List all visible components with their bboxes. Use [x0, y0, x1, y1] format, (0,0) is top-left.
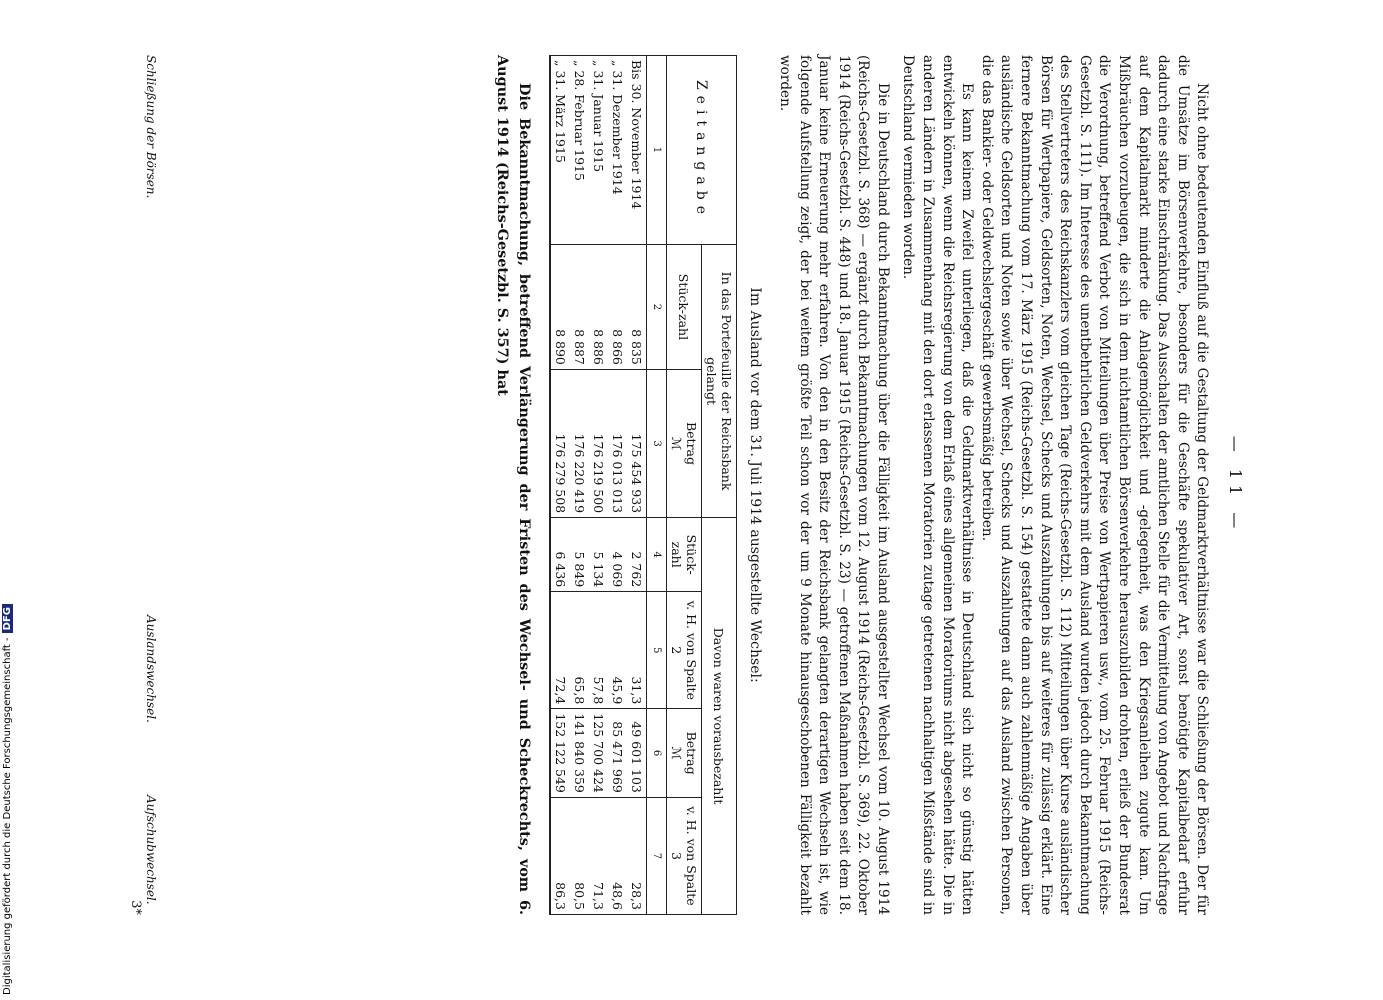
table-row: „ 31. März 1915 8 890 176 279 508 6 436 72,4 152 122 549 86,3	[550, 56, 570, 915]
col-header-vh-spalte2: v. H. von Spalte 2	[666, 592, 701, 709]
col-header-betrag-3: Betrag ℳ	[666, 369, 701, 517]
group-header-davon: Davon waren vorausbezahlt	[701, 518, 736, 915]
col-header-stueckzahl-2: Stück-zahl	[666, 244, 701, 369]
table-title: Im Ausland vor dem 31. Juli 1914 ausgestellte Wechsel:	[747, 287, 764, 683]
signature-mark: 3*	[128, 900, 143, 915]
column-number-row: 1 2 3 4 5 6 7	[646, 56, 666, 915]
paragraph-moratorium: Es kann keinem Zweifel unterliegen, daß die Geldmarktverhältnisse in Deutschland sich nicht so günstig hätten entwickeln können, wenn die Reichsregierung von dem Erlaß eines allgemeinen Moratoriums nicht abgesehen hätte. Die in anderen Ländern in Zusammenhang mit den dort erlassenen Moratorien zutage getretenen nachhaltigen Mißstände sind in Deutschland vermieden worden.	[900, 55, 976, 915]
paragraph-auslandswechsel: Die in Deutschland durch Bekanntmachung über die Fälligkeit im Ausland ausgestellter Wechsel vom 10. August 1914 (Reichs-Gesetzbl. S. 368) — ergänzt durch Bekanntmachungen vom 12. August 1914 (Reichs-Gesetzbl. S. 369), 22. Oktober 1914 (Reichs-Gesetzbl. S. 448) und 18. Januar 1915 (Reichs-Gesetzbl. S. 23) — getroffenen Maßnahmen haben seit dem 18. Januar keine Erneuerung mehr erfahren. Von den in den Besitz der Reichsbank gelangten derartigen Wechseln ist, wie folgende Aufstellung zeigt, der bei weitem größte Teil schon vor der um 9 Monate hinausgeschobenen Fälligkeit bezahlt worden.	[776, 55, 891, 915]
page-number: — 11 —	[1226, 435, 1245, 535]
col-header-zeitangabe: Zeitangabe	[666, 56, 736, 245]
table-row: „ 31. Dezember 1914 8 866 176 013 013 4 069 45,9 85 471 969 48,6	[608, 56, 627, 915]
paragraph-aufschub: Die Bekanntmachung, betreffend Verlängerung der Fristen des Wechsel- und Scheckrechts, vom 6. August 1914 (Reichs-Gesetzbl. S. 357) hat	[493, 55, 533, 915]
col-header-vh-spalte3: v. H. von Spalte 3	[666, 797, 701, 914]
table-row: „ 28. Februar 1915 8 887 176 220 419 5 849 65,8 141 840 359 80,5	[570, 56, 589, 915]
group-header-portefeuille: In das Portefeuille der Reichsbank gelangt	[701, 244, 736, 517]
dfg-logo: DFG	[2, 604, 13, 633]
col-header-betrag-6: Betrag ℳ	[666, 709, 701, 798]
col-header-stueckzahl-4: Stück-zahl	[666, 518, 701, 592]
margin-note-aufschubwechsel: Aufschubwechsel.	[144, 795, 158, 905]
margin-note-schliessung: Schließung der Börsen.	[144, 55, 158, 199]
table-row: Bis 30. November 1914 8 835 175 454 933 2 762 31,3 49 601 103 28,3	[627, 56, 647, 915]
wechsel-table	[549, 55, 737, 915]
paragraph-boersen: Nicht ohne bedeutenden Einfluß auf die Gestaltung der Geldmarktverhältnisse war die Schließung der Börsen. Der für die Umsätze im Börsenverkehre, besonders für die Geschäfte spekulativer Art, sonst benötigte Kapitalbedarf erfuhr dadurch eine starke Einschränkung. Das Ausschalten der amtlichen Stelle für die Vermittelung von Angebot und Nachfrage auf dem Kapitalmarkt minderte die Anlagemöglichkeit und -gelegenheit, was den Kriegsanleihen zugute kam. Um Mißbräuchen vorzubeugen, die sich in dem nichtamtlichen Börsenverkehre herauszubilden drohten, erließ der Bundesrat die Verordnung, betreffend Verbot von Mitteilungen über Preise von Wertpapieren usw., vom 25. Februar 1915 (Reichs-Gesetzbl. S. 111). Im Interesse des unentbehrlichen Geldverkehrs mit dem Ausland wurden jedoch durch Bekanntmachung des Stellvertreters des Reichskanzlers vom gleichen Tage (Reichs-Gesetzbl. S. 112) Mitteilungen über Kurse ausländischer Börsen für Wertpapiere, Geldsorten, Noten, Wechsel, Schecks und Auszahlungen bis auf weiteres für zulässig erklärt. Eine fernere Bekanntmachung vom 17. März 1915 (Reichs-Gesetzbl. S. 154) gestattete dann auch zahlenmäßige Angaben über ausländische Geldsorten und Noten sowie über Wechsel, Schecks und Auszahlungen auf das Ausland zwischen Personen, die das Bankier- oder Geldwechslergeschäft gewerbsmäßig betreiben.	[978, 55, 1211, 915]
margin-note-auslandswechsel: Auslandswechsel.	[144, 615, 158, 723]
digitization-attribution: Digitalisierung gefördert durch die Deutsche Forschungsgemeinschaft -DFG	[2, 604, 13, 995]
rotated-page	[110, 55, 1245, 915]
table-row: „ 31. Januar 1915 8 886 176 219 500 5 134 57,8 125 700 424 71,3	[589, 56, 608, 915]
